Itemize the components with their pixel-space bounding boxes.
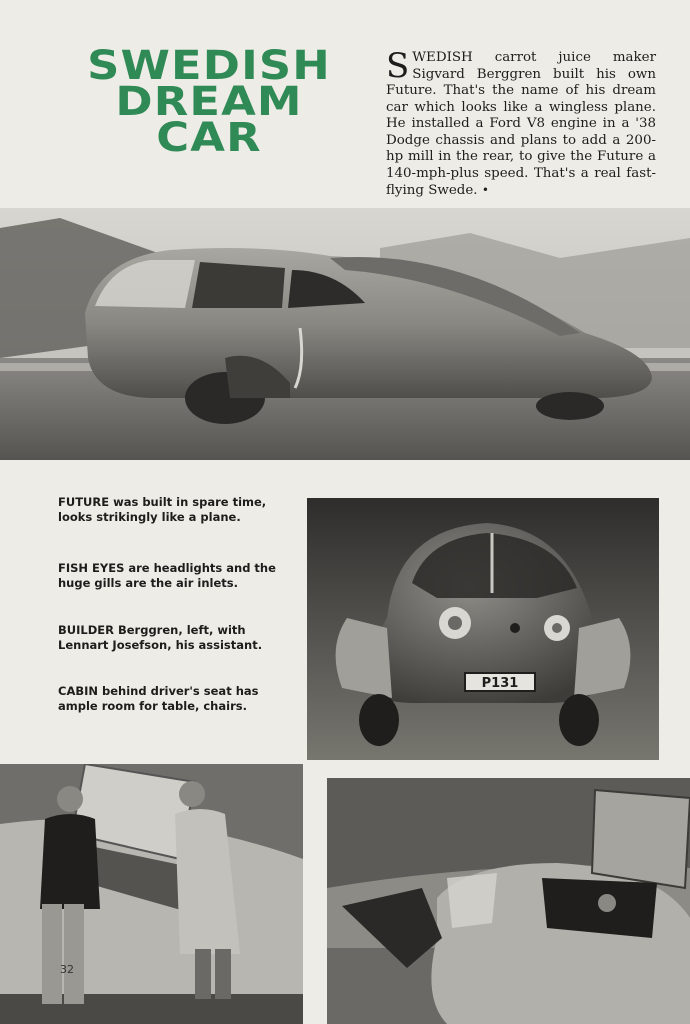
intro-paragraph <box>386 46 656 200</box>
title-line-3: CAR <box>156 115 262 161</box>
page-number: 32 <box>60 963 74 976</box>
caption-text: behind driver's seat has ample room for table, chairs. <box>58 684 259 713</box>
main-car-photo <box>0 208 690 460</box>
caption-text: are headlights and the huge gills are the air inlets. <box>58 561 276 590</box>
title-line-1: SWEDISH <box>87 43 331 89</box>
title-line-2: DREAM <box>115 79 303 125</box>
article-title <box>47 43 372 161</box>
drop-cap: S <box>386 46 410 86</box>
caption-text: was built in spare time, looks strikingly like a plane. <box>58 495 267 524</box>
caption-lead: CABIN <box>58 684 99 698</box>
caption-future <box>58 495 278 525</box>
caption-lead: BUILDER <box>58 623 114 637</box>
caption-builder <box>58 623 278 653</box>
caption-fish-eyes <box>58 561 278 591</box>
front-car-photo <box>307 498 659 760</box>
caption-lead: FUTURE <box>58 495 110 509</box>
intro-text: WEDISH carrot juice maker Sigvard Berggren built his own Future. That's the name of his dream car which looks like a wingless plane. He installed a Ford V8 engine in a '38 Dodge chassis and plans to add a 200-hp mill in the rear, to give the Future a 140-mph-plus speed. That's a real fast-flying Swede. <box>386 50 656 198</box>
caption-text: Berggren, left, with Lennart Josefson, his assistant. <box>58 623 263 652</box>
builder-photo <box>0 764 303 1024</box>
end-mark: • <box>481 183 489 197</box>
caption-cabin <box>58 684 278 714</box>
caption-lead: FISH EYES <box>58 561 125 575</box>
license-plate: P131 <box>481 676 519 691</box>
cabin-photo <box>327 778 690 1024</box>
